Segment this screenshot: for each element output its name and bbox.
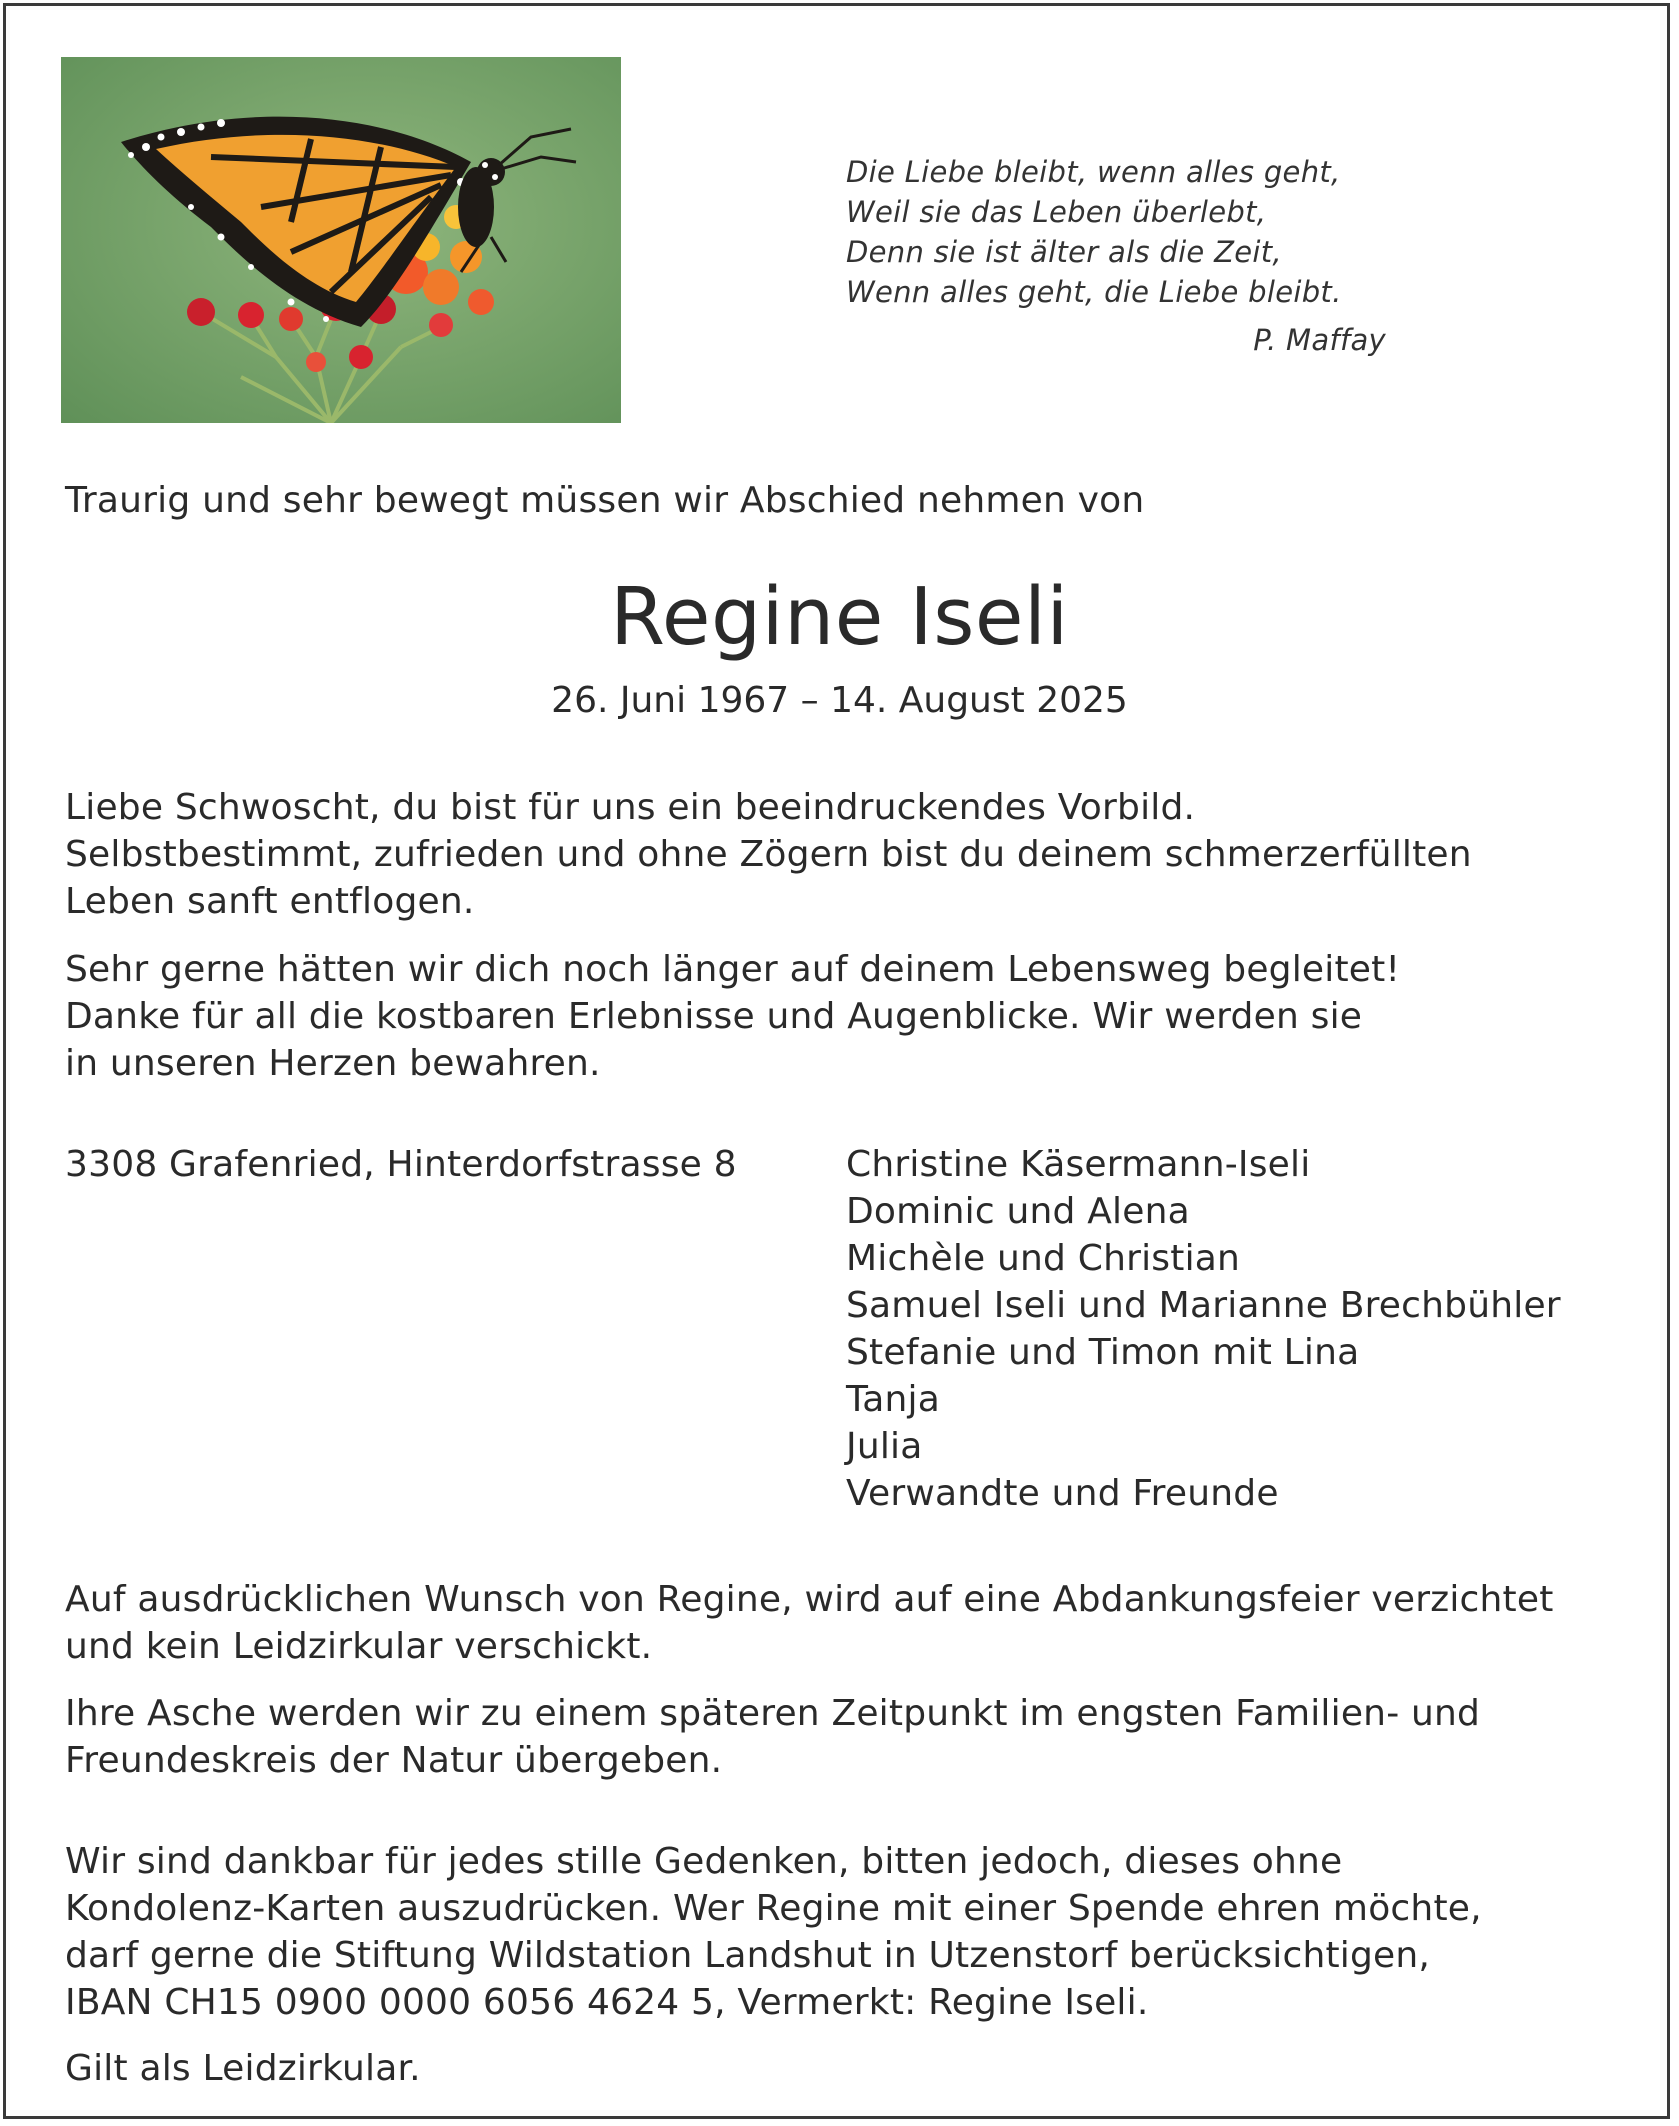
poem-line: Denn sie ist älter als die Zeit, <box>846 235 1282 269</box>
mourner-name: Verwandte und Freunde <box>846 1473 1279 1514</box>
message-paragraph-1 <box>65 784 1625 925</box>
mourner-name: Michèle und Christian <box>846 1238 1241 1279</box>
mourner-name: Christine Käsermann-Iseli <box>846 1144 1311 1185</box>
notice-paragraph-ceremony <box>65 1576 1625 1670</box>
text-line: Liebe Schwoscht, du bist für uns ein beeindruckendes Vorbild. <box>65 787 1196 828</box>
deceased-name: Regine Iseli <box>610 571 1069 663</box>
butterfly-photo <box>61 57 621 423</box>
poem-line: Die Liebe bleibt, wenn alles geht, <box>846 155 1341 189</box>
text-line: Kondolenz-Karten auszudrücken. Wer Regine mit einer Spende ehren möchte, <box>65 1888 1482 1929</box>
mourners-list <box>846 1141 1561 1517</box>
address: 3308 Grafenried, Hinterdorfstrasse 8 <box>65 1144 737 1185</box>
poem-quote <box>846 152 1386 360</box>
butterfly-on-flowers-image <box>61 57 621 423</box>
text-line: in unseren Herzen bewahren. <box>65 1043 601 1084</box>
notice-paragraph-ashes <box>65 1690 1625 1784</box>
text-line: Danke für all die kostbaren Erlebnisse und Augenblicke. Wir werden sie <box>65 996 1363 1037</box>
poem-line: Wenn alles geht, die Liebe bleibt. <box>846 275 1342 309</box>
poem-author: P. Maffay <box>1253 323 1386 357</box>
text-line: Ihre Asche werden wir zu einem späteren Zeitpunkt im engsten Familien- und <box>65 1693 1481 1734</box>
intro-text: Traurig und sehr bewegt müssen wir Abschied nehmen von <box>65 480 1145 521</box>
message-paragraph-2 <box>65 946 1625 1087</box>
text-line: Auf ausdrücklichen Wunsch von Regine, wird auf eine Abdankungsfeier verzichtet <box>65 1579 1554 1620</box>
text-line: Leben sanft entflogen. <box>65 881 475 922</box>
mourner-name: Stefanie und Timon mit Lina <box>846 1332 1360 1373</box>
notice-paragraph-donation <box>65 1838 1625 2026</box>
poem-line: Weil sie das Leben überlebt, <box>846 195 1267 229</box>
text-line: Freundeskreis der Natur übergeben. <box>65 1740 723 1781</box>
life-dates: 26. Juni 1967 – 14. August 2025 <box>551 680 1128 721</box>
text-line: und kein Leidzirkular verschickt. <box>65 1626 653 1667</box>
text-line: Sehr gerne hätten wir dich noch länger auf deinem Lebensweg begleitet! <box>65 949 1401 990</box>
text-line: Wir sind dankbar für jedes stille Gedenken, bitten jedoch, dieses ohne <box>65 1841 1343 1882</box>
text-line: IBAN CH15 0900 0000 6056 4624 5, Vermerkt: Regine Iseli. <box>65 1982 1149 2023</box>
mourner-name: Dominic und Alena <box>846 1191 1190 1232</box>
text-line: darf gerne die Stiftung Wildstation Landshut in Utzenstorf berücksichtigen, <box>65 1935 1431 1976</box>
mourner-name: Samuel Iseli und Marianne Brechbühler <box>846 1285 1561 1326</box>
text-line: Selbstbestimmt, zufrieden und ohne Zögern bist du deinem schmerzerfüllten <box>65 834 1472 875</box>
mourner-name: Tanja <box>846 1379 940 1420</box>
closing-line: Gilt als Leidzirkular. <box>65 2048 421 2089</box>
mourner-name: Julia <box>846 1426 923 1467</box>
